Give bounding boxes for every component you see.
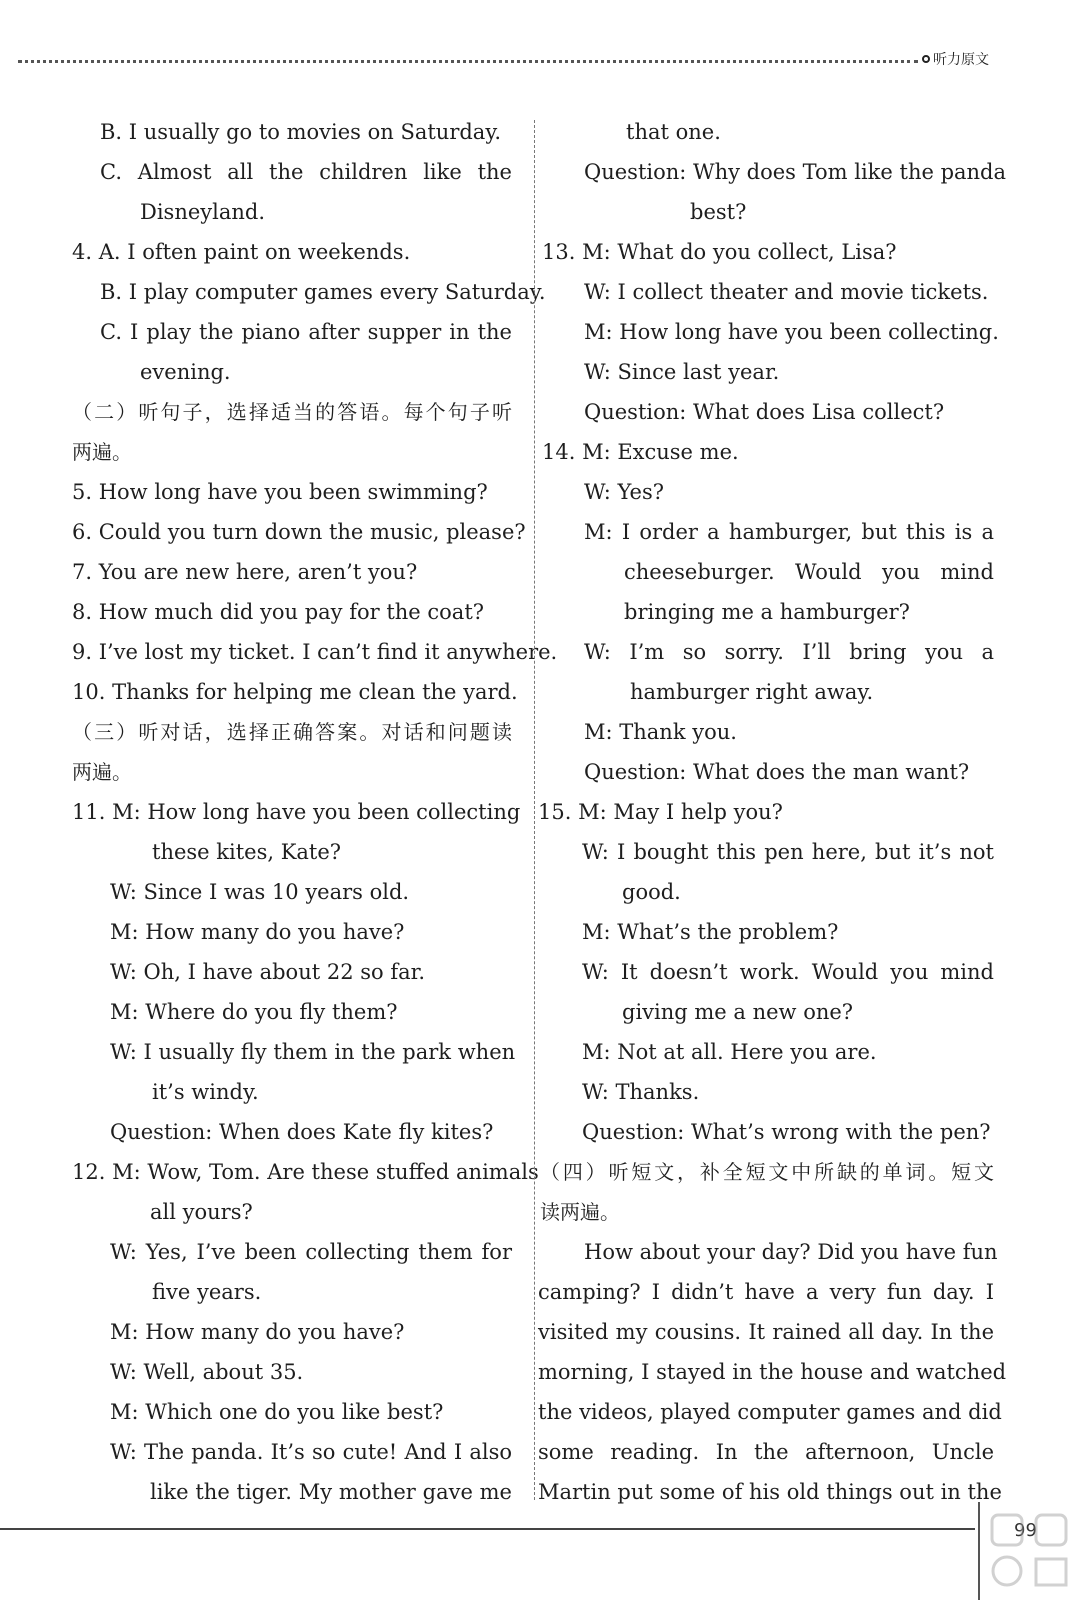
section-header — [922, 49, 989, 69]
section-header-label: 听力原文 — [933, 52, 989, 68]
section-heading-line: （四）听短文，补全短文中所缺的单词。短文 — [540, 1160, 994, 1184]
text-line: M: Which one do you like best? — [110, 1400, 444, 1424]
column-divider — [534, 120, 535, 1500]
text-line: five years. — [152, 1280, 262, 1304]
text-line: cheeseburger. Would you mind — [624, 560, 994, 584]
text-line: bringing me a hamburger? — [624, 600, 910, 624]
text-line: W: Thanks. — [582, 1080, 700, 1104]
text-line: M: Thank you. — [584, 720, 737, 744]
text-line: giving me a new one? — [622, 1000, 854, 1024]
text-line: Martin put some of his old things out in the — [538, 1480, 1002, 1504]
text-line: 7. You are new here, aren’t you? — [72, 560, 418, 584]
header-dotted-rule — [18, 60, 918, 63]
text-line: M: Not at all. Here you are. — [582, 1040, 877, 1064]
text-line: Question: What does the man want? — [584, 760, 970, 784]
page-number: 99 — [1014, 1520, 1037, 1541]
text-line: Question: Why does Tom like the panda — [584, 160, 1007, 184]
text-line: W: I’m so sorry. I’ll bring you a — [584, 640, 994, 664]
text-line: Disneyland. — [140, 200, 266, 224]
text-line: 14. M: Excuse me. — [542, 440, 739, 464]
text-line: W: Well, about 35. — [110, 1360, 304, 1384]
text-line: B. I usually go to movies on Saturday. — [100, 120, 502, 144]
left-column — [72, 112, 558, 1512]
text-line: some reading. In the afternoon, Uncle — [538, 1440, 994, 1464]
text-line: morning, I stayed in the house and watched — [538, 1360, 1007, 1384]
text-line: M: I order a hamburger, but this is a — [584, 520, 994, 544]
text-line: Question: What does Lisa collect? — [584, 400, 945, 424]
text-line: best? — [690, 200, 747, 224]
text-line: 9. I’ve lost my ticket. I can’t find it anywhere. — [72, 640, 558, 664]
text-line: W: I collect theater and movie tickets. — [584, 280, 989, 304]
text-line: these kites, Kate? — [152, 840, 342, 864]
section-heading-line: 读两遍。 — [540, 1200, 620, 1224]
text-line: How about your day? Did you have fun — [584, 1240, 998, 1264]
text-line: B. I play computer games every Saturday. — [100, 280, 546, 304]
text-line: hamburger right away. — [630, 680, 874, 704]
text-line: C. Almost all the children like the — [100, 160, 512, 184]
section-heading-line: 两遍。 — [72, 760, 132, 784]
text-line: W: It doesn’t work. Would you mind — [582, 960, 994, 984]
text-line: W: Yes, I’ve been collecting them for — [110, 1240, 512, 1264]
section-heading-line: （三）听对话，选择正确答案。对话和问题读 — [72, 720, 512, 744]
text-line: 12. M: Wow, Tom. Are these stuffed animals — [72, 1160, 539, 1184]
text-line: W: Yes? — [584, 480, 665, 504]
text-line: M: How long have you been collecting. — [584, 320, 999, 344]
text-line: evening. — [140, 360, 231, 384]
footer-rule — [0, 1528, 975, 1530]
text-line: 8. How much did you pay for the coat? — [72, 600, 485, 624]
text-line: camping? I didn’t have a very fun day. I — [538, 1280, 994, 1304]
text-line: W: I bought this pen here, but it’s not — [582, 840, 994, 864]
text-line: Question: What’s wrong with the pen? — [582, 1120, 991, 1144]
text-line: 5. How long have you been swimming? — [72, 480, 488, 504]
text-line: W: Oh, I have about 22 so far. — [110, 960, 426, 984]
text-line: 4. A. I often paint on weekends. — [72, 240, 411, 264]
text-line: 15. M: May I help you? — [538, 800, 783, 824]
text-line: 13. M: What do you collect, Lisa? — [542, 240, 897, 264]
text-line: M: Where do you fly them? — [110, 1000, 398, 1024]
watermark-logo — [984, 1505, 1076, 1597]
text-line: 6. Could you turn down the music, please? — [72, 520, 526, 544]
right-column — [538, 112, 1007, 1512]
text-line: M: How many do you have? — [110, 920, 405, 944]
text-line: good. — [622, 880, 681, 904]
text-line: that one. — [626, 120, 721, 144]
text-line: M: How many do you have? — [110, 1320, 405, 1344]
text-line: W: The panda. It’s so cute! And I also — [110, 1440, 512, 1464]
bullet-circle-icon — [922, 55, 930, 63]
text-line: the videos, played computer games and did — [538, 1400, 1002, 1424]
text-line: W: Since last year. — [584, 360, 780, 384]
text-line: Question: When does Kate fly kites? — [110, 1120, 494, 1144]
text-line: visited my cousins. It rained all day. In the — [538, 1320, 994, 1344]
text-line: W: Since I was 10 years old. — [110, 880, 410, 904]
text-line: W: I usually fly them in the park when — [110, 1040, 516, 1064]
section-heading-line: 两遍。 — [72, 440, 132, 464]
text-line: 10. Thanks for helping me clean the yard. — [72, 680, 518, 704]
text-line: 11. M: How long have you been collecting — [72, 800, 521, 824]
text-line: M: What’s the problem? — [582, 920, 839, 944]
section-heading-line: （二）听句子，选择适当的答语。每个句子听 — [72, 400, 512, 424]
text-line: all yours? — [150, 1200, 253, 1224]
text-line: C. I play the piano after supper in the — [100, 320, 512, 344]
text-line: like the tiger. My mother gave me — [150, 1480, 512, 1504]
text-line: it’s windy. — [152, 1080, 259, 1104]
